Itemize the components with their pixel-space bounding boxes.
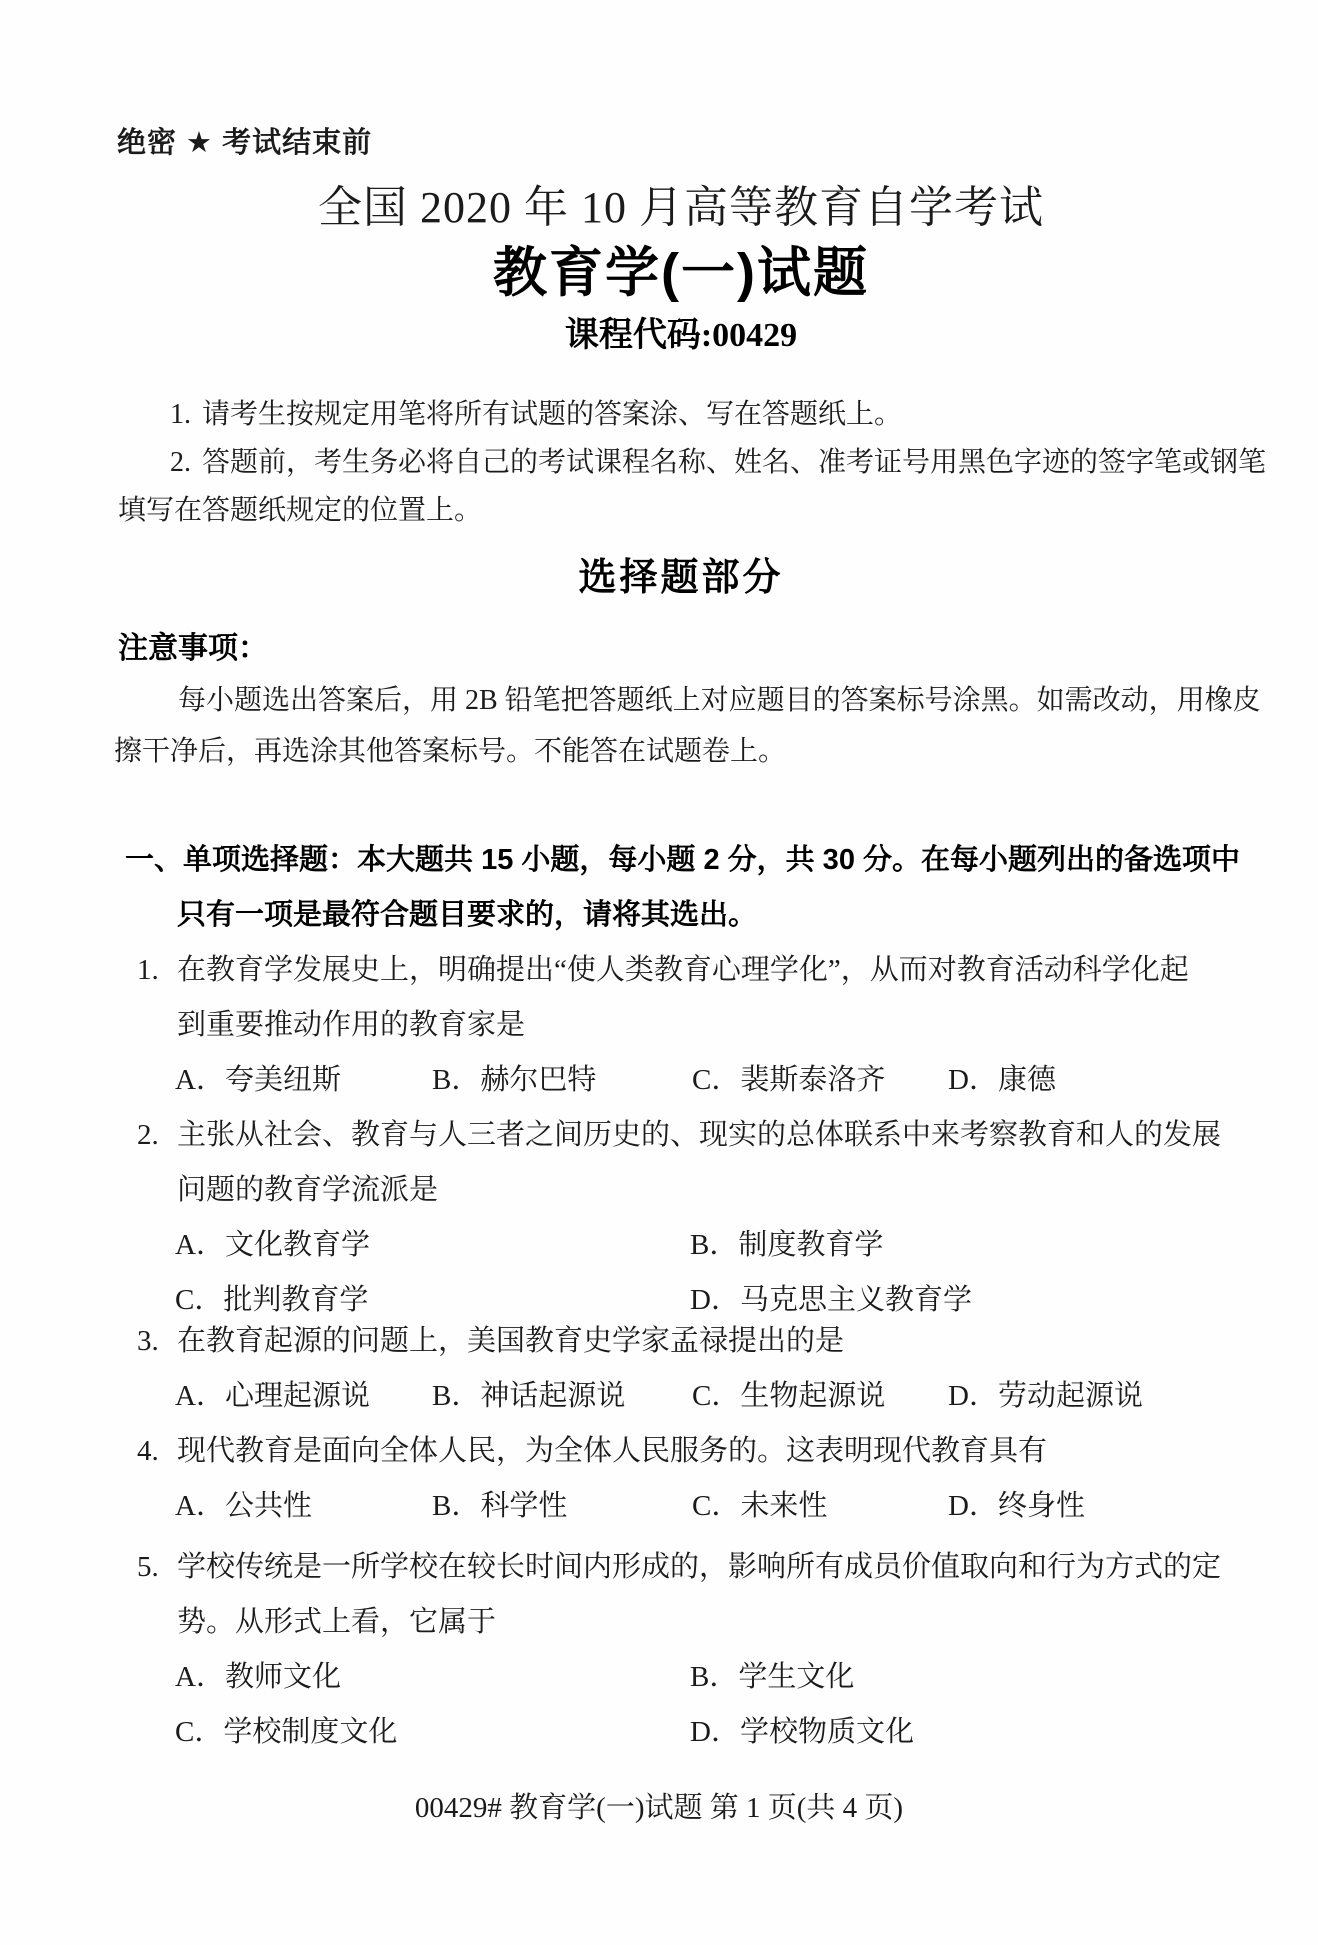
option-b: B．神话起源说 [432,1380,626,1412]
option-c: C．批判教育学 [175,1284,369,1316]
paper-title: 教育学(一)试题 [493,243,869,303]
notes-line-1: 每小题选出答案后，用 2B 铅笔把答题纸上对应题目的答案标号涂黑。如需改动，用橡皮 [178,685,1261,716]
notes-line-2: 擦干净后，再选涂其他答案标号。不能答在试题卷上。 [114,736,787,767]
option-b: B．赫尔巴特 [432,1064,597,1096]
instruction-number: 2. [170,447,191,478]
question-number: 4. [137,1435,159,1467]
option-b: B．科学性 [432,1490,568,1522]
instruction-text: 请考生按规定用笔将所有试题的答案涂、写在答题纸上。 [202,399,903,430]
option-d: D．马克思主义教育学 [690,1284,972,1316]
instruction-item-2 [114,439,1267,487]
notes-label: 注意事项： [118,632,268,665]
question-4-options [114,1479,1248,1534]
option-a: A．教师文化 [175,1661,341,1693]
question-1-options [114,1053,1248,1108]
question-2-line-2: 问题的教育学流派是 [177,1174,439,1206]
question-number: 3. [137,1325,159,1357]
question-5-options-row-1 [114,1650,1248,1705]
question-1 [114,943,1248,1108]
question-5-line-2: 势。从形式上看，它属于 [177,1606,497,1638]
option-d: D．康德 [948,1064,1056,1096]
option-a: A．心理起源说 [175,1380,370,1412]
question-number: 5. [137,1551,159,1583]
question-3-options [114,1369,1248,1424]
question-text: 在教育学发展史上，明确提出“使人类教育心理学化”，从而对教育活动科学化起 [177,954,1189,986]
question-4 [114,1424,1248,1534]
option-c: C．学校制度文化 [175,1716,398,1748]
instruction-number: 1. [170,399,191,430]
exam-title: 全国 2020 年 10 月高等教育自学考试 [318,183,1044,232]
instruction-item-1 [114,391,1248,439]
option-c: C．裴斯泰洛齐 [692,1064,886,1096]
choice-section-heading: 选择题部分 [578,557,784,599]
question-5 [114,1540,1248,1760]
question-5-options-row-2 [114,1705,1248,1760]
part-one-number: 一、 [125,844,184,876]
course-code: 课程代码:00429 [564,317,798,354]
question-2-options-row-1 [114,1218,1248,1273]
question-text: 在教育起源的问题上，美国教育史学家孟禄提出的是 [177,1325,845,1357]
question-text: 现代教育是面向全体人民，为全体人民服务的。这表明现代教育具有 [177,1435,1048,1467]
question-4-line-1 [114,1424,1248,1479]
option-d: D．终身性 [948,1490,1085,1522]
option-a: A．夸美纽斯 [175,1064,341,1096]
option-a: A．公共性 [175,1490,312,1522]
part-one-header-line-1 [114,833,1248,888]
part-one-header-line-2: 只有一项是最符合题目要求的，请将其选出。 [177,899,758,931]
question-2-line-1 [114,1108,1248,1163]
question-number: 2. [137,1119,159,1151]
option-c: C．未来性 [692,1490,828,1522]
option-a: A．文化教育学 [175,1229,370,1261]
instruction-text: 答题前，考生务必将自己的考试课程名称、姓名、准考证号用黑色字迹的签字笔或钢笔 [202,447,1267,478]
option-c: C．生物起源说 [692,1380,886,1412]
security-classification: 绝密 ★ 考试结束前 [117,127,373,159]
notes-body [114,675,1261,777]
option-b: B．制度教育学 [690,1229,884,1261]
option-d: D．学校物质文化 [690,1716,914,1748]
question-1-line-1 [114,943,1248,998]
question-text: 学校传统是一所学校在较长时间内形成的，影响所有成员价值取向和行为方式的定 [177,1551,1222,1583]
option-b: B．学生文化 [690,1661,855,1693]
question-3 [114,1314,1248,1424]
page-footer: 00429# 教育学(一)试题 第 1 页(共 4 页) [414,1792,904,1824]
instruction-item-2-continuation: 填写在答题纸规定的位置上。 [118,495,483,526]
question-text: 主张从社会、教育与人三者之间历史的、现实的总体联系中来考察教育和人的发展 [177,1119,1222,1151]
option-d: D．劳动起源说 [948,1380,1143,1412]
question-1-line-2: 到重要推动作用的教育家是 [177,1009,526,1041]
question-number: 1. [137,954,159,986]
part-one-header [114,833,1248,943]
question-2 [114,1108,1248,1328]
part-one-title: 单项选择题：本大题共 15 小题，每小题 2 分，共 30 分。在每小题列出的备选项中 [183,844,1241,876]
question-5-line-1 [114,1540,1248,1595]
general-instructions [114,391,1267,535]
